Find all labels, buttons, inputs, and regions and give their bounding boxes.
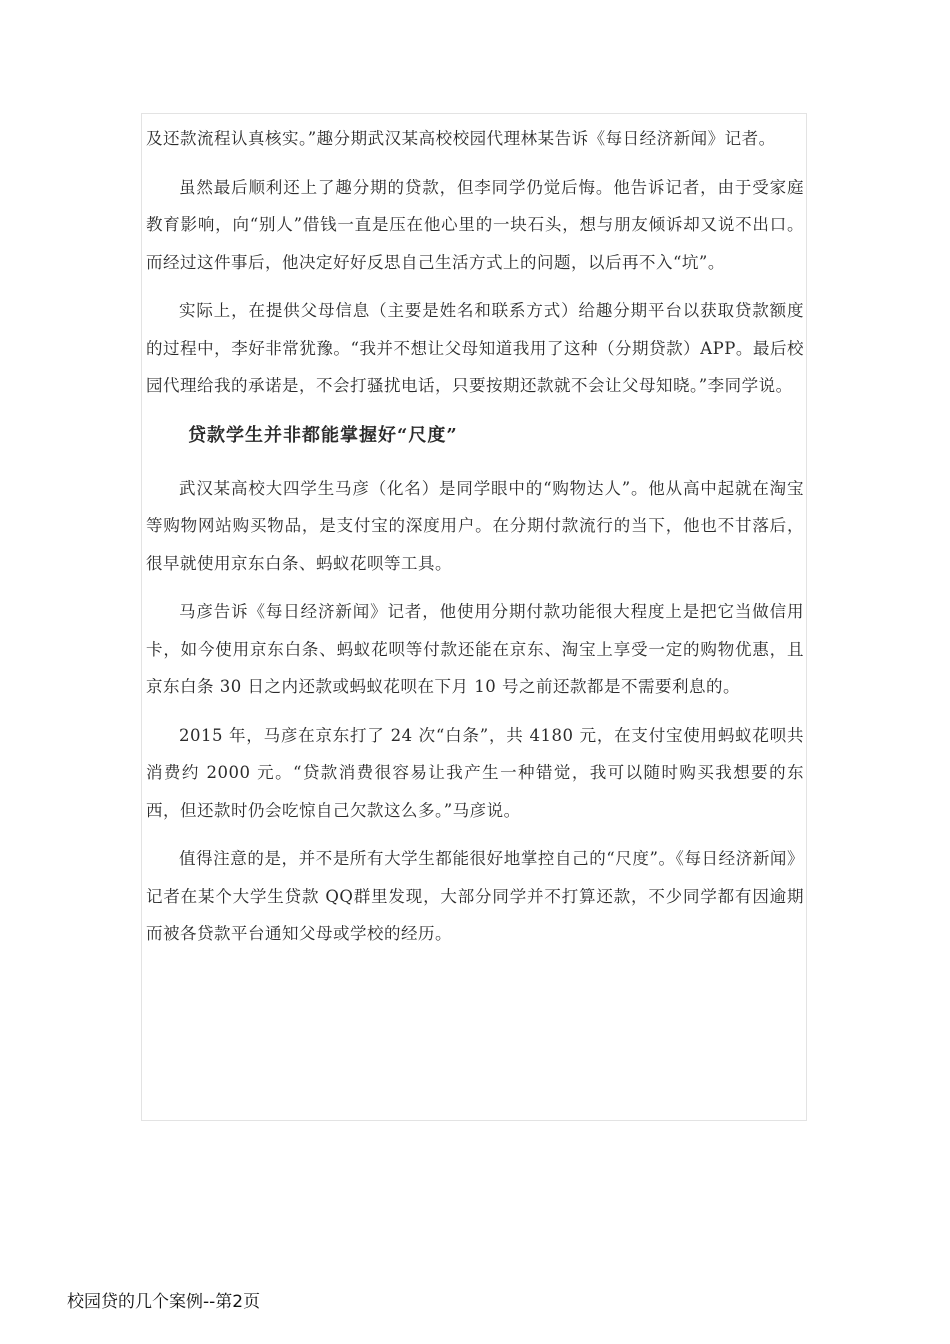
paragraph-spending-2015: 2015 年，马彦在京东打了 24 次“白条”，共 4180 元，在支付宝使用蚂蚁花呗共消费约 2000 元。“贷款消费很容易让我产生一种错觉，我可以随时购买我想要的东西，但还款时仍会吃惊自己欠款这么多。”马彦说。 (146, 725, 804, 820)
paragraph-gap (146, 456, 804, 470)
paragraph-gap (146, 405, 804, 416)
paragraph-credit-card: 马彦告诉《每日经济新闻》记者，他使用分期付款功能很大程度上是把它当做信用卡，如今使用京东白条、蚂蚁花呗等付款还能在京东、淘宝上享受一定的购物优惠，且京东白条 30 日之内还款或蚂蚁花呗在下月 10 号之前还款都是不需要利息的。 (146, 602, 804, 696)
paragraph-continuation: 及还款流程认真核实。”趣分期武汉某高校校园代理林某告诉《每日经济新闻》记者。 (146, 129, 776, 148)
paragraph-regret: 虽然最后顺利还上了趣分期的贷款，但李同学仍觉后悔。他告诉记者，由于受家庭教育影响，向“别人”借钱一直是压在他心里的一块石头，想与朋友倾诉却又说不出口。而经过这件事后，他决定好好反思自己生活方式上的问题，以后再不入“坑”。 (146, 177, 804, 272)
paragraph-parent-info: 实际上，在提供父母信息（主要是姓名和联系方式）给趣分期平台以获取贷款额度的过程中，李好非常犹豫。“我并不想让父母知道我用了这种（分期贷款）APP。最后校园代理给我的承诺是，不会打骚扰电话，只要按期还款就不会让父母知晓。”李同学说。 (146, 301, 804, 395)
paragraph-shopping-expert: 武汉某高校大四学生马彦（化名）是同学眼中的“购物达人”。他从高中起就在淘宝等购物网站购买物品，是支付宝的深度用户。在分期付款流行的当下，他也不甘落后，很早就使用京东白条、蚂蚁花呗等工具。 (146, 478, 804, 573)
section-subheading: 贷款学生并非都能掌握好“尺度” (188, 424, 458, 446)
paragraph-gap (146, 158, 804, 169)
paragraph-qq-group: 值得注意的是，并不是所有大学生都能很好地掌控自己的“尺度”。《每日经济新闻》记者在某个大学生贷款 QQ群里发现，大部分同学并不打算还款，不少同学都有因逾期而被各贷款平台通知父母或学校的经历。 (146, 849, 804, 943)
page-footer: 校园贷的几个案例--第2页 (67, 1292, 261, 1312)
paragraph-gap (146, 582, 804, 593)
paragraph-gap (146, 829, 804, 840)
paragraph-gap (146, 281, 804, 292)
paragraph-gap (146, 706, 804, 717)
article-body (141, 113, 807, 1121)
